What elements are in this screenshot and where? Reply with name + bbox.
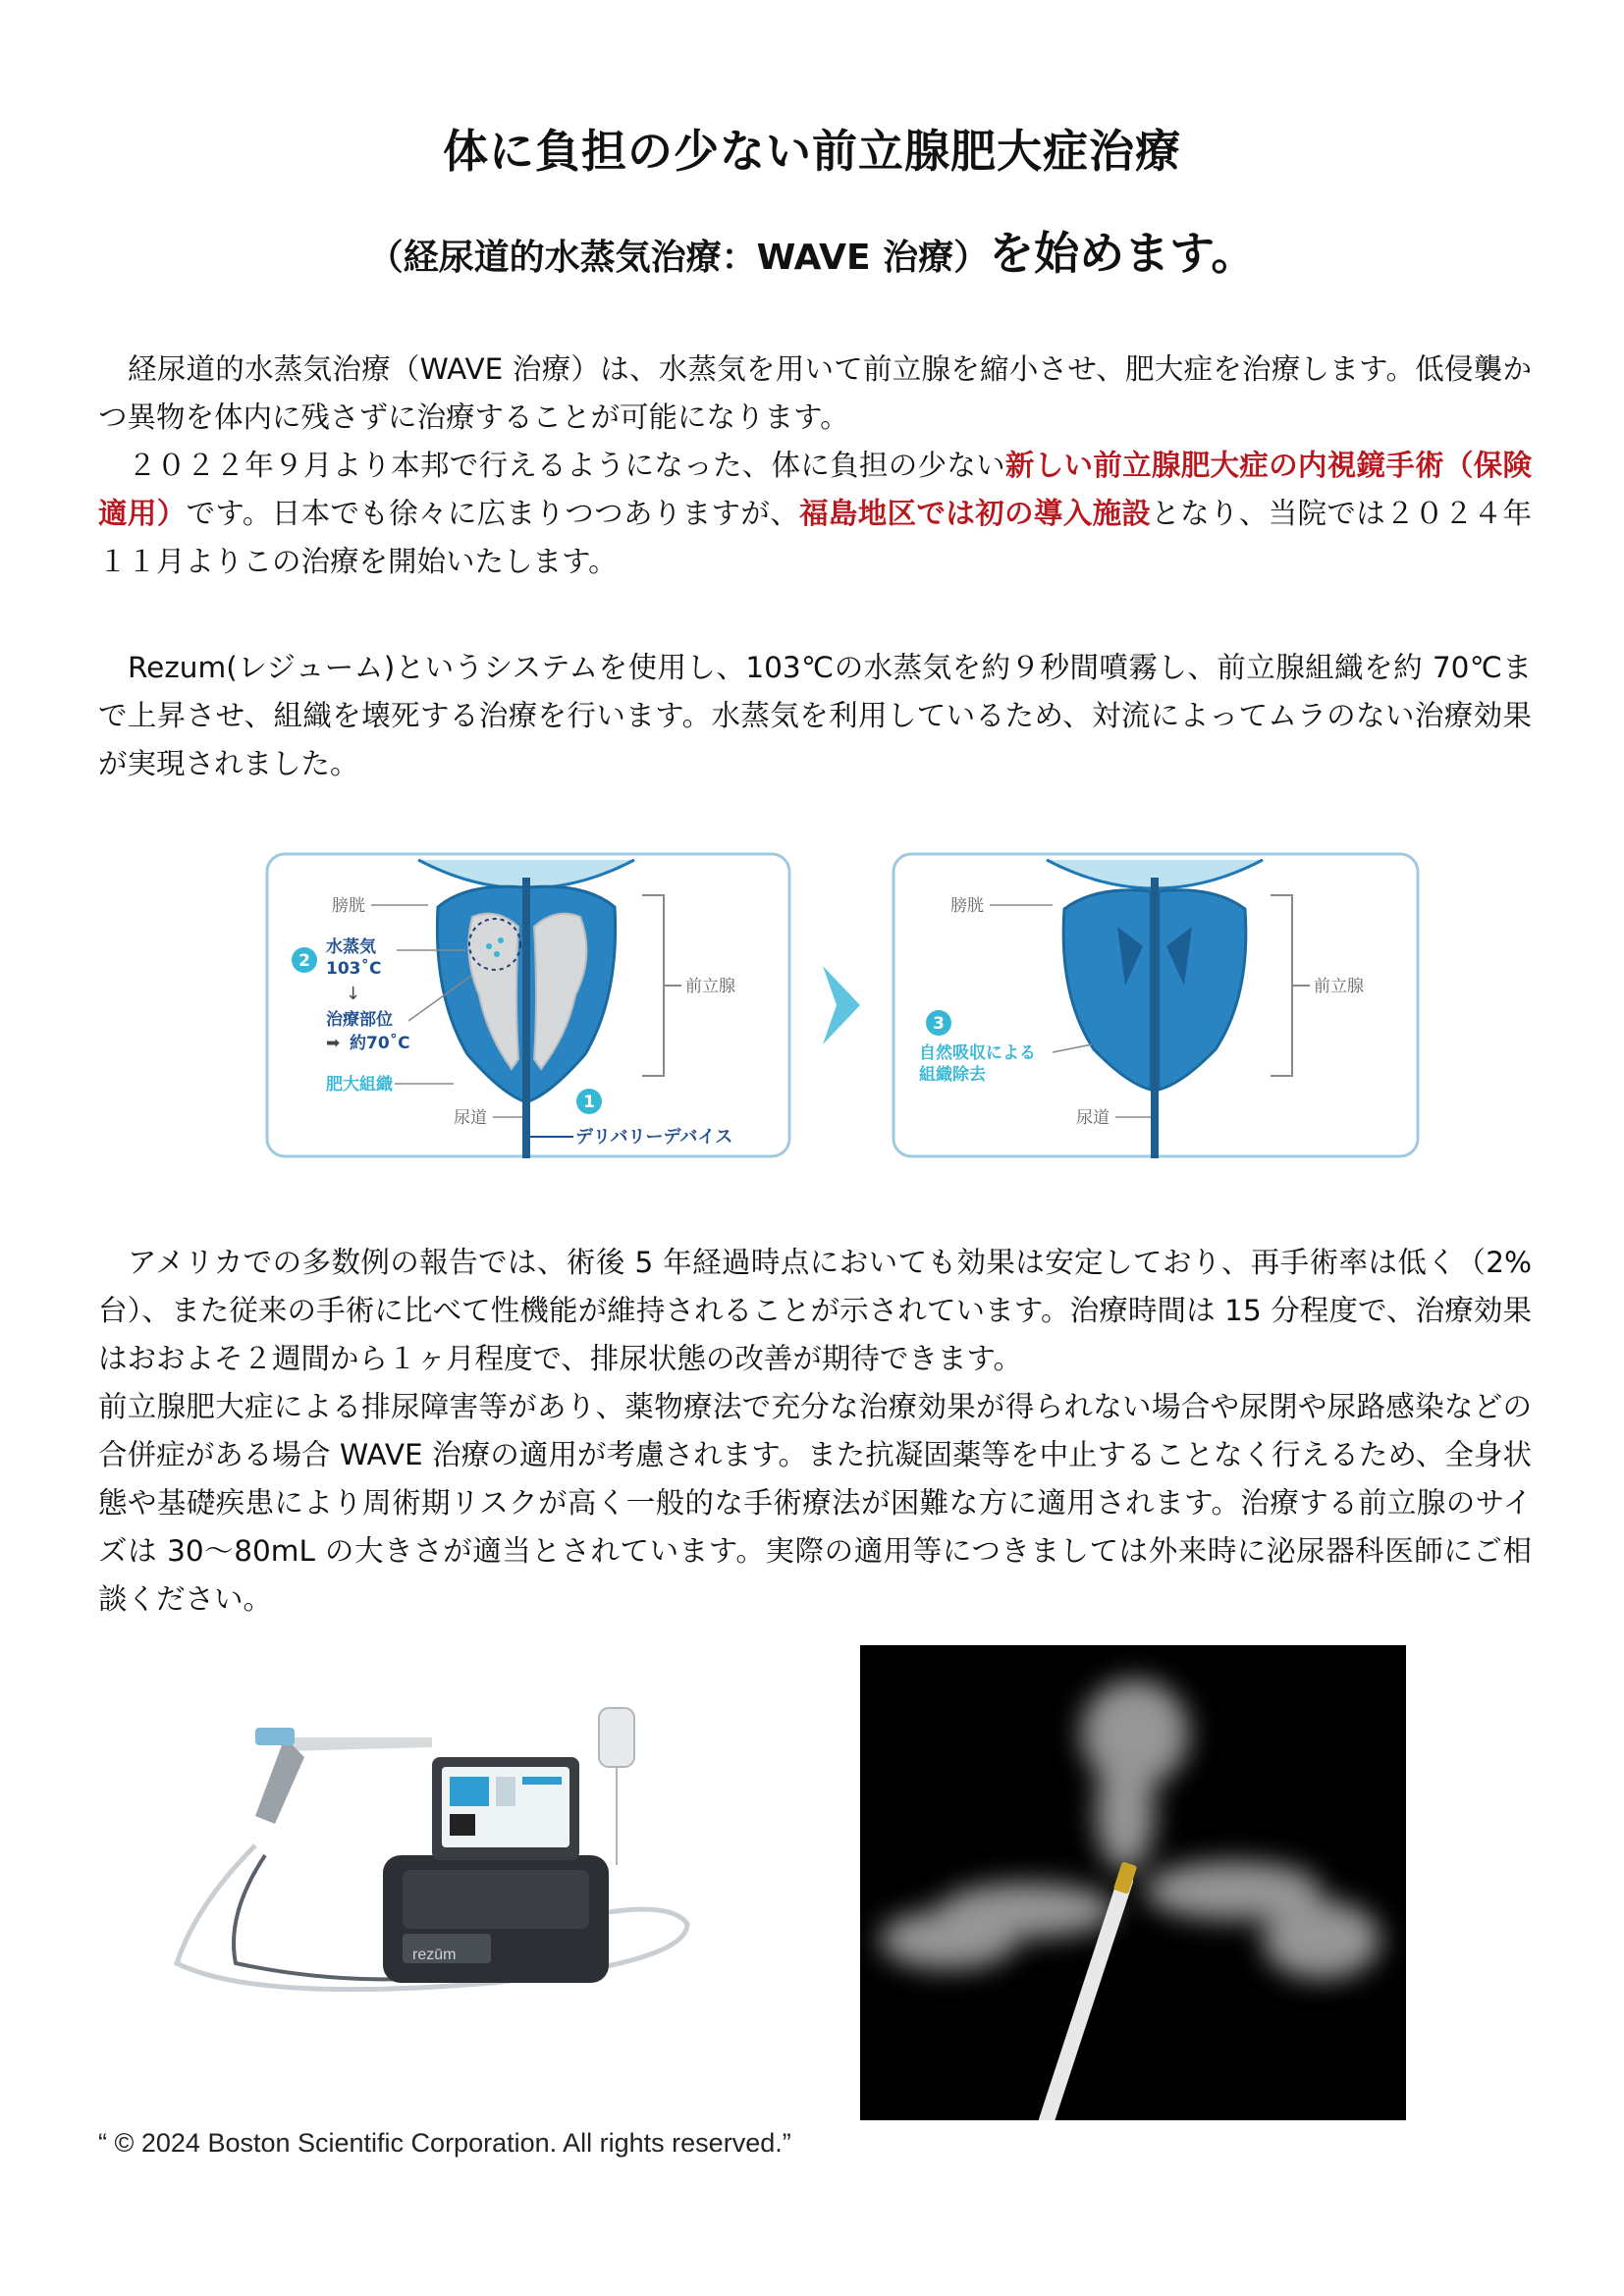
subtitle-method: （経尿道的水蒸気治療：WAVE 治療）: [367, 238, 990, 278]
treatment-diagram: [261, 848, 1424, 1162]
label-prostate-after: 前立腺: [1314, 977, 1364, 996]
label-treatment-site: 治療部位: [326, 1010, 393, 1030]
subtitle-start: を始めます。: [989, 227, 1257, 280]
page-subtitle: [0, 218, 1624, 283]
label-bladder-after: 膀胱: [950, 896, 984, 916]
chevron-right-icon: [823, 966, 860, 1044]
device-logo: rezūm: [412, 1947, 457, 1963]
label-prostate-before: 前立腺: [685, 977, 735, 996]
label-absorption-1: 自然吸収による: [919, 1043, 1036, 1063]
diagram-before-panel: [267, 854, 789, 1158]
label-treatment-temp: 約70˚C: [350, 1034, 410, 1053]
label-delivery-device: デリバリーデバイス: [575, 1127, 733, 1148]
label-urethra-after: 尿道: [1076, 1108, 1110, 1128]
right-arrow-icon: ➡: [326, 1034, 341, 1053]
intro-text-c: となり、当院では２０２４年１１月よりこの治療を開始いたします。: [98, 497, 1532, 578]
highlight-new-surgery: 新しい前立腺肥大症の内視鏡手術（保険適用）: [98, 449, 1532, 530]
copyright-notice: “ © 2024 Boston Scientific Corporation. All rights reserved.”: [98, 2128, 791, 2158]
step-1-number: 1: [583, 1093, 595, 1112]
intro-paragraph-2: [98, 442, 1532, 586]
label-urethra-before: 尿道: [454, 1108, 487, 1128]
page-title: 体に負担の少ない前立腺肥大症治療: [443, 125, 1181, 178]
highlight-first-facility: 福島地区では初の導入施設: [799, 497, 1152, 530]
down-arrow-icon: ↓: [346, 984, 361, 1004]
vapor-spray-photo: [860, 1645, 1406, 2120]
diagram-after-panel: [893, 854, 1418, 1158]
rezum-paragraph: Rezum(レジューム)というシステムを使用し、103℃の水蒸気を約９秒間噴霧し、前立腺組織を約 70℃まで上昇させ、組織を壊死する治療を行います。水蒸気を利用しているため、対流によってムラのない治療効果が実現されました。: [98, 651, 1532, 780]
rezum-device-photo: [137, 1669, 707, 2012]
label-absorption-2: 組織除去: [919, 1065, 986, 1085]
step-2-number: 2: [298, 951, 310, 971]
intro-text-b: です。日本でも徐々に広まりつつありますが、: [186, 497, 800, 530]
label-bladder-before: 膀胱: [332, 896, 365, 916]
results-paragraph: アメリカでの多数例の報告では、術後 5 年経過時点においても効果は安定しており、再手術率は低く（2%台）、また従来の手術に比べて性機能が維持されることが示されています。治療時間は 15 分程度で、治療効果はおおよそ２週間から１ヶ月程度で、排尿状態の改善が期待できます。: [98, 1246, 1532, 1375]
step-3-number: 3: [933, 1014, 945, 1034]
intro-text-a: ２０２２年９月より本邦で行えるようになった、体に負担の少ない: [128, 449, 1005, 482]
label-vapor: 水蒸気: [326, 937, 376, 957]
label-vapor-temp: 103˚C: [326, 959, 382, 979]
indication-paragraph: 前立腺肥大症による排尿障害等があり、薬物療法で充分な治療効果が得られない場合や尿閉や尿路感染などの合併症がある場合 WAVE 治療の適用が考慮されます。また抗凝固薬等を中止することなく行えるため、全身状態や基礎疾患により周術期リスクが高く一般的な手術療法が困難な方に適用されます。治療する前立腺のサイズは 30～80mL の大きさが適当とされています。実際の適用等につきましては外来時に泌尿器科医師にご相談ください。: [98, 1390, 1532, 1616]
label-hyperplasia: 肥大組織: [326, 1075, 393, 1095]
intro-paragraph-1: 経尿道的水蒸気治療（WAVE 治療）は、水蒸気を用いて前立腺を縮小させ、肥大症を治療します。低侵襲かつ異物を体内に残さずに治療することが可能になります。: [98, 352, 1532, 434]
